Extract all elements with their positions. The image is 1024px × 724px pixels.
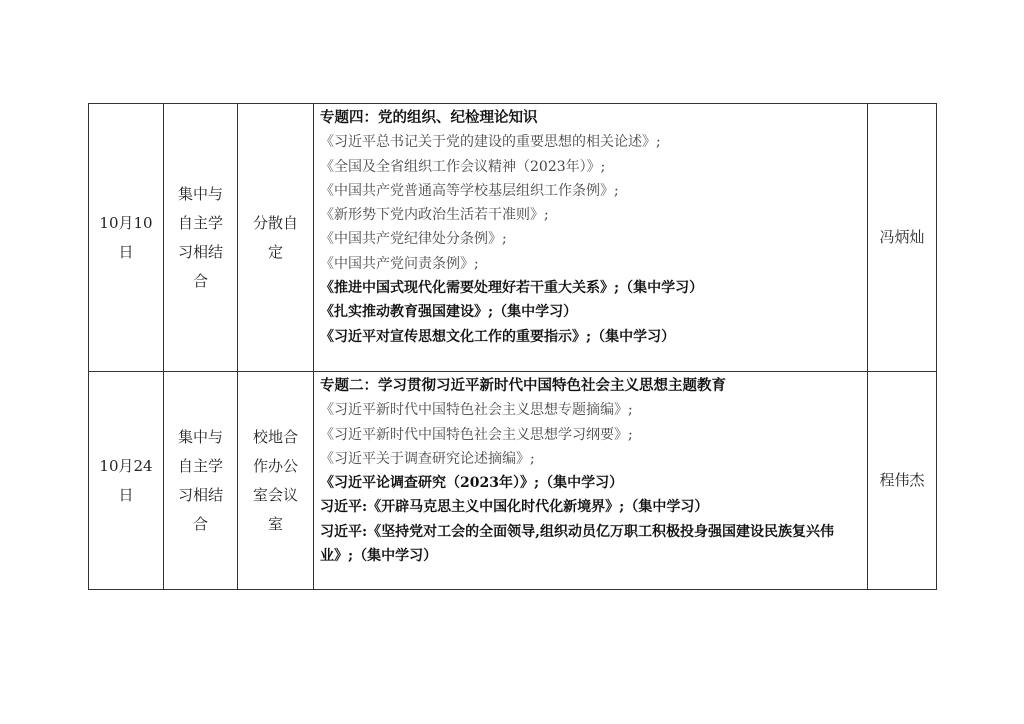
reading-list (320, 130, 861, 349)
topic-title: 专题二：学习贯彻习近平新时代中国特色社会主义思想主题教育 (320, 377, 726, 394)
date-cell (89, 372, 164, 590)
table-row (89, 372, 937, 590)
reading-item: 《中国共产党普通高等学校基层组织工作条例》; (320, 182, 619, 199)
leader-name: 程伟杰 (879, 471, 925, 489)
reading-item: 《习近平新时代中国特色社会主义思想学习纲要》; (320, 426, 633, 443)
study-mode-cell (164, 104, 238, 372)
leader-name: 冯炳灿 (879, 228, 925, 246)
date-cell (89, 104, 164, 372)
reading-item: 《习近平新时代中国特色社会主义思想专题摘编》; (320, 402, 633, 419)
table-row (89, 104, 937, 372)
reading-list (320, 398, 861, 568)
study-mode-text: 集中与 自主学 习相结 合 (177, 427, 223, 533)
reading-item: 《习近平总书记关于党的建设的重要思想的相关论述》; (320, 134, 661, 151)
reading-item: 《中国共产党纪律处分条例》; (320, 231, 507, 248)
topic-title: 专题四：党的组织、纪检理论知识 (320, 109, 538, 126)
reading-item: 《新形势下党内政治生活若干准则》; (320, 207, 549, 224)
reading-item: 《扎实推动教育强国建设》;（集中学习） (320, 304, 578, 321)
reading-item: 《推进中国式现代化需要处理好若干重大关系》;（集中学习） (320, 280, 704, 297)
content-cell (314, 372, 868, 590)
date-text: 10月10 日 (99, 213, 153, 261)
location-cell (238, 104, 314, 372)
reading-item: 《习近平对宣传思想文化工作的重要指示》;（集中学习） (320, 328, 676, 345)
location-text: 分散自 定 (252, 213, 298, 261)
date-text: 10月24 日 (99, 456, 153, 504)
location-cell (238, 372, 314, 590)
reading-item: 《习近平论调查研究（2023年）》;（集中学习） (320, 475, 624, 492)
reading-item: 《中国共产党问责条例》; (320, 255, 479, 272)
study-schedule-table (88, 103, 937, 590)
reading-item: 《习近平关于调查研究论述摘编》; (320, 450, 535, 467)
reading-item: 《全国及全省组织工作会议精神（2023年）》; (320, 158, 606, 175)
study-mode-text: 集中与 自主学 习相结 合 (177, 184, 223, 290)
reading-item: 习近平:《坚持党对工会的全面领导,组织动员亿万职工积极投身强国建设民族复兴伟业》;（集中学习） (320, 523, 835, 565)
content-cell (314, 104, 868, 372)
leader-cell (868, 104, 937, 372)
reading-item: 习近平:《开辟马克思主义中国化时代化新境界》;（集中学习） (320, 499, 709, 516)
leader-cell (868, 372, 937, 590)
location-text: 校地合 作办公 室会议 室 (252, 427, 298, 533)
study-mode-cell (164, 372, 238, 590)
